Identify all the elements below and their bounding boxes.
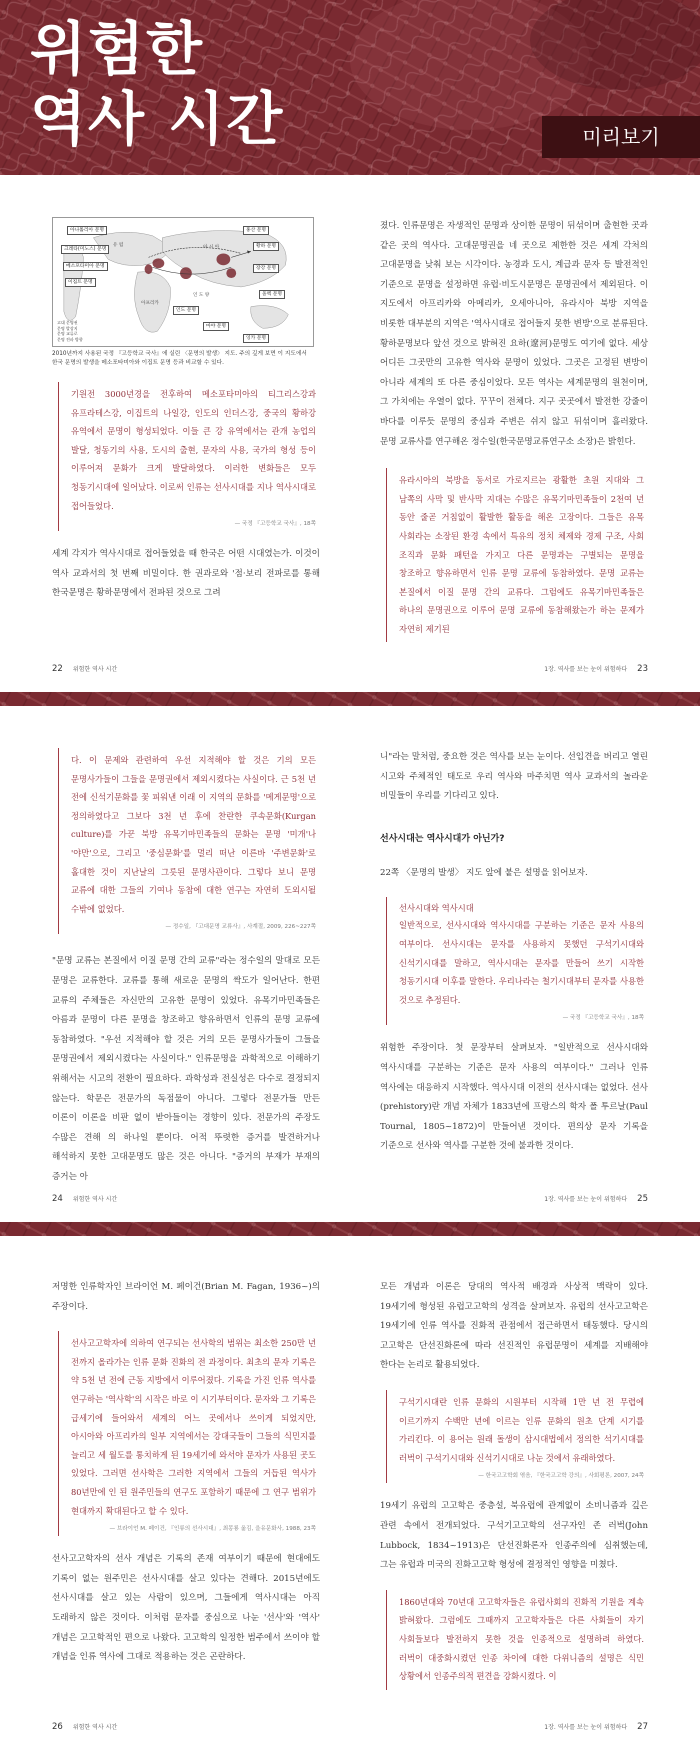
page-number: 24	[52, 1194, 63, 1204]
legend-item: 문명 교류로	[57, 331, 78, 336]
quote-block	[58, 1331, 320, 1536]
map-label-yangtze: 장강 문명	[253, 264, 279, 273]
quote-source: — 브라이언 M. 페이건, 『인류의 선사시대』, 최몽룡 옮김, 을유문화사, 1988, 23쪽	[109, 1526, 316, 1533]
running-title: 위험한 역사 시간	[72, 1724, 118, 1731]
spread-pages-22-23	[0, 175, 700, 692]
page-footer	[52, 664, 117, 674]
legend-item: 고대 문명권	[57, 320, 78, 325]
map-region-africa: 아프리카	[141, 301, 159, 306]
quote-text: 일반적으로, 선사시대와 역사시대를 구분하는 기준은 문자 사용의 여부이다. 선사시대는 문자를 사용하지 못했던 구석기시대와 신석기시대를 말하고, 역사시대는 문자를 만들어 쓰기 시작한 청동기시대 이후를 말한다. 우리나라는 철기시대부터 문자를 사용한 것으로 추정된다.	[399, 920, 644, 1005]
body-text: 19세기 유럽의 고고학은 중층설, 북유럽에 관계없이 소비니즘과 깊은 관련 속에서 전개되었다. 구석기고고학의 선구자인 존 러벅(John Lubbock, 1834~1913)은 단선진화론자 인종주의에 심취했는데, 그는 유럽과 미국의 진화고고학 형성에 결정적인 영향을 미쳤다.	[380, 1501, 648, 1571]
body-text: 선사고고학자의 선사 개념은 기록의 존재 여부이기 때문에 현대에도 기록이 없는 원주민은 선사시대를 살고 있다는 견해다. 2015년에도 선사시대를 살고 있는 사람이 있으며, 그들에게 역사시대는 아직 도래하지 않은 것이다. 이처럼 문자를 중심으로 나눈 '선사'와 '역사' 개념은 고고학적인 편으로 나왔다. 고고학의 일정한 범주에서 쓰이야 할 개념을 인류 역사에 그대로 적용하는 것은 곤란하다.	[52, 1554, 320, 1663]
running-title: 1장. 역사를 보는 눈이 위험하다	[544, 1724, 628, 1731]
quote-title: 선사시대와 역사시대	[399, 903, 474, 914]
quote-text: 선사고고학자에 의하여 연구되는 선사학의 범위는 최소한 250만 년 전까지 올라가는 인류 문화 진화의 전 과정이다. 최초의 문자 기록은 약 5천 년 전에 근동 지방에서 이루어졌다. 기록을 가진 인류 역사를 연구하는 '역사학'의 시작은 바로 이 시기부터이다. 문자와 그 기록은 급세기에 들어와서 세계의 어느 곳에서나 쓰이게 되었지만, 아시아와 아프리카의 일부 지역에서는 강대국들이 그들의 식민지를 늘리고 세 월도를 통치하게 된 19세기에 와서야 문자가 사용된 곳도 있었다. 그러면 선사학은 그러한 지역에서 그들의 거듭된 역사가 80년만에 인 된 원주민들의 연구도 포함하기 때문에 그 연구 범위가 현대까지 확대된다고 할 수 있다.	[71, 1338, 316, 1516]
quote-source: — 국정 『고등학교 국사』, 18쪽	[562, 1015, 644, 1022]
page-number: 27	[637, 1722, 648, 1732]
page-footer	[52, 1194, 117, 1204]
page-number: 25	[637, 1194, 648, 1204]
quote-source: — 정수일, 『고대문명 교류사』, 사계절, 2009, 226~227쪽	[165, 924, 316, 931]
section-separator	[0, 1222, 700, 1236]
running-title: 1장. 역사를 보는 눈이 위험하다	[544, 666, 628, 673]
map-label-egypt: 이집트 문명	[65, 278, 96, 287]
map-label-mesopotamia: 메소포타미아 문명	[63, 262, 108, 271]
quote-text: 유라시아의 북방을 동서로 가로지르는 광활한 초원 지대와 그 남쪽의 사막 및 반사막 지대는 수많은 유목기마민족들이 2천여 년 동안 줄곧 거침없이 활발한 활동을 해온 고장이다. 그들은 유목 사회라는 소장된 환경 속에서 특유의 정치 체제와 경제 구조, 사회 조직과 문화 패턴을 가지고 다른 문명과는 구별되는 문명을 창조하고 향유하면서 인류 문명 교류에 동참하였다. 문명 교류는 본질에서 이질 문명 간의 교류다. 그럼에도 유목기마민족들은 하나의 문명권으로 이루어 문명 교류에 동참해왔는가 하는 문제가 자연히 제기된	[399, 475, 644, 634]
page-23	[350, 175, 700, 692]
figure-caption: 2010년까지 사용된 국정 『고등학교 국사』에 실린 〈문명의 발생〉 지도. 주의 깊게 보면 이 지도에서 한국 문명의 발생을 메소포타미아와 이집트 문명 등과 비교할 수 있다.	[52, 351, 307, 366]
page-footer	[52, 1722, 117, 1732]
quote-block	[386, 1390, 648, 1483]
map-label-maya: 마야 문명	[203, 322, 229, 331]
quote-text: 기원전 3000년경을 전후하여 메소포타미아의 티그리스강과 유프라테스강, 이집트의 나일강, 인도의 인더스강, 중국의 황하강 유역에서 문명이 형성되었다. 이들 큰 강 유역에서는 관개 농업의 발달, 청동기의 사용, 도시의 출현, 문자의 사용, 국가의 형성 등이 이루어져 문화가 크게 발달하였다. 이러한 변화들은 모두 청동기시대에 일어났다. 이로써 인류는 선사시대를 지나 역사시대로 접어들었다.	[71, 389, 316, 511]
quote-block	[386, 897, 648, 1025]
body-text: 위험한 주장이다. 첫 문장부터 살펴보자. "일반적으로 선사시대와 역사시대를 구분하는 기준은 문자 사용의 여부이다." 그러나 인류 역사에는 대응하지 시작했다. 역사시대 이전의 선사시대는 없었다. 선사(prehistory)란 개념 자체가 1833년에 프랑스의 학자 폴 투르날(Paul Tournal, 1805~1872)이 만들어낸 것이다. 편의상 문자 기록을 기준으로 선사와 역사를 구분한 것에 불과한 것이다.	[380, 1043, 648, 1152]
page-number: 22	[52, 664, 63, 674]
spread-pages-26-27	[0, 1236, 700, 1750]
page-22	[0, 175, 350, 692]
running-title: 위험한 역사 시간	[72, 1196, 118, 1203]
page-25	[350, 706, 700, 1222]
page-number: 23	[637, 664, 648, 674]
civilization-map	[52, 217, 314, 347]
map-label-india: 인도 문명	[173, 306, 199, 315]
map-region-indian-ocean: 인 도 양	[193, 293, 210, 298]
page-footer	[544, 1722, 648, 1732]
page-footer	[544, 1194, 648, 1204]
quote-block	[386, 468, 648, 642]
book-title-line2: 역사 시간	[30, 85, 285, 153]
map-label-crete: 크레타(미노스) 문명	[61, 245, 109, 254]
quote-source: — 한국고고학회 엮음, 『한국고고학 강의』, 사회평론, 2007, 24쪽	[478, 1473, 644, 1480]
body-text: 저명한 인류학자인 브라이언 M. 페이건(Brian M. Fagan, 1936~)의 주장이다.	[52, 1282, 320, 1312]
body-text: 졌다. 인류문명은 자생적인 문명과 상이한 문명이 뒤섞이며 출현한 곳과 같은 곳의 역사다. 고대문명권을 네 곳으로 제한한 것은 세계 각처의 고대문명을 낮춰 보는 시각이다. 농경과 도시, 계급과 문자 등 발전적인 기준으로 문명을 설정하면 유럽·비도시문명은 문명권에서 제외된다. 이 지도에서 아프리카와 아메리카, 오세아니아, 유라시아 북방 지역을 비롯한 대부분의 지역은 '역사시대로 접어들지 못한 변방'으로 분류된다. 황하문명보다 앞선 것으로 밝혀진 요하(遼河)문명도 여기에 없다. 세상 어디든 그곳만의 고유한 역사와 문명이 있었다. 그곳은 고정된 변방이 아니라 세계의 또 다른 중심이었다. 모든 역사는 세계문명의 원천이며, 그 가치에는 우열이 없다. 꾸꾸이 전체다. 지구 곳곳에서 발전한 강줄이 바다를 이루듯 문명의 중심과 주변은 쉬지 않고 뒤섞이며 흘러왔다. 문명 교류사를 연구해온 정수일(한국문명교류연구소 소장)은 밝힌다.	[380, 221, 648, 447]
quote-text: 다. 이 문제와 관련하여 우선 지적해야 할 것은 기의 모든 문명사가들이 그들을 문명권에서 제외시켰다는 사실이다. 근 5천 년 전에 신석기문화를 꽃 피워낸 이래 이 지역의 문화를 '메게문명'으로 정의하였다고 그보다 3천 년 후에 찬란한 쿠속문화(Kurgan culture)를 가꾼 북방 유목기마민족들의 문화는 문명 '미개'나 '야만'으로, 그리고 '중심문화'를 멀리 떠난 이른바 '주변문화'로 홀대한 것이 지난날의 그릇된 문명사관이다. 그렇다 보니 문명 교류에 대한 그들의 기여나 동참에 대한 연구는 자연히 도외시될 수밖에 없었다.	[71, 755, 316, 914]
map-label-olmec: 올멕 문명	[259, 290, 285, 299]
body-text: "문명 교류는 본질에서 이질 문명 간의 교류"라는 정수일의 말대로 모든 문명은 교류한다. 교류를 통해 새로운 문명의 싹도가 일어난다. 한편 교류의 주체들은 자신만의 고유한 문명이 있었다. 유목기마민족들은 아름과 문명이 다른 문명을 창조하고 향유하면서 인류의 문명 교류에 동참하였다. "우선 지적해야 할 것은 거의 모든 문명사가들이 그들을 문명권에서 제외시켰다는 사실이다." 인류문명을 과학적으로 이해하기 위해서는 시고의 전환이 필요하다. 과학성과 전실성은 다수로 결정되지 않는다. 학문은 전문가의 독점물이 아니다. 그렇다 전문가들 만든 이론이 이론을 비판 없이 받아들이는 경향이 있다. 전문가의 주장도 수많은 견해 의 하나일 뿐이다. 어적 뚜렷한 증거를 발견하거나 해석하지 못한 고대문명도 많은 것은 아니다. "증거의 부재가 부재의 증거는 아	[52, 956, 320, 1182]
page-26	[0, 1236, 350, 1750]
legend-item: 문명 전파 방향	[57, 336, 83, 342]
quote-source: — 국정 『고등학교 국사』, 18쪽	[234, 521, 316, 528]
page-footer	[544, 664, 648, 674]
body-text: 니"라는 말처럼, 중요한 것은 역사를 보는 눈이다. 선입견을 버리고 열린 시고와 주체적인 태도로 우리 역사와 마주치면 역사 교과서의 놀라운 비밀들이 우리를 기다리고 있다.	[380, 752, 648, 802]
book-title-line1: 위험한	[30, 15, 205, 83]
running-title: 1장. 역사를 보는 눈이 위험하다	[544, 1196, 628, 1203]
map-label-inca: 잉카 문명	[243, 334, 269, 343]
map-legend	[57, 320, 83, 342]
quote-block	[58, 382, 320, 531]
map-label-anatolia: 아나톨리아 문명	[67, 226, 107, 235]
page-number: 26	[52, 1722, 63, 1732]
separator-pattern	[0, 1222, 700, 1236]
spread-pages-24-25	[0, 706, 700, 1222]
map-label-yellow-river: 황하 문명	[253, 242, 279, 251]
body-text: 세계 각지가 역사시대로 접어들었을 때 한국은 어떤 시대였는가. 이것이 역사 교과서의 첫 번째 비밀이다. 한 권과로와 '점·보리 전파로를 통해 한국문명은 황하문명에서 전파된 것으로 그려	[52, 549, 320, 599]
body-text: 22쪽 〈문명의 발생〉 지도 앞에 붙은 설명을 읽어보자.	[380, 867, 588, 878]
quote-text: 1860년대와 70년대 고고학자들은 유럽사회의 진화적 기원을 계속 밝혀왔다. 그럼에도 그때까지 고고학자들은 다른 사회들이 자기 사회들보다 발전하지 못한 것을 인종적으로 설명하려 하였다. 러벅이 대중화시켰던 인종 차이에 대한 다위니즘의 설명은 식민 상황에서 인종주의적 편견을 강화시켰다. 이	[399, 1596, 644, 1682]
banner	[0, 0, 700, 175]
separator-pattern	[0, 692, 700, 706]
map-region-europe: 유 럽	[113, 243, 124, 248]
section-separator	[0, 692, 700, 706]
quote-block	[386, 1590, 648, 1690]
legend-item: 문명 발상지	[57, 325, 78, 331]
running-title: 위험한 역사 시간	[72, 666, 118, 673]
page-24	[0, 706, 350, 1222]
preview-label: 미리보기	[542, 116, 700, 158]
section-heading: 선사시대는 역사시대가 아닌가?	[380, 833, 505, 844]
quote-text: 구석기시대란 인류 문화의 시원부터 시작해 1만 년 전 무렵에 이르기까지 수백만 년에 이르는 인류 문화의 원초 단계 시기를 가리킨다. 이 용어는 원래 돌생이 삼시대법에서 정의한 석기시대를 러벅이 구석기시대와 신석기시대로 나눈 것에서 유래하였다.	[399, 1396, 644, 1463]
page-27	[350, 1236, 700, 1750]
body-text: 모든 개념과 이론은 당대의 역사적 배경과 사상적 맥락이 있다. 19세기에 형성된 유럽고고학의 성격을 살펴보자. 유럽의 선사고고학은 19세기에 인류 역사를 진화적 관점에서 접근하면서 태동했다. 당시의 고고학은 단선진화론에 따라 선진적인 유럽문명이 세계를 지배해야 한다는 논리로 활용되었다.	[380, 1282, 648, 1371]
map-label-hongshan: 홍산 문명	[243, 226, 269, 235]
map-region-asia: 아 시 아	[203, 245, 220, 250]
quote-block	[58, 748, 320, 934]
